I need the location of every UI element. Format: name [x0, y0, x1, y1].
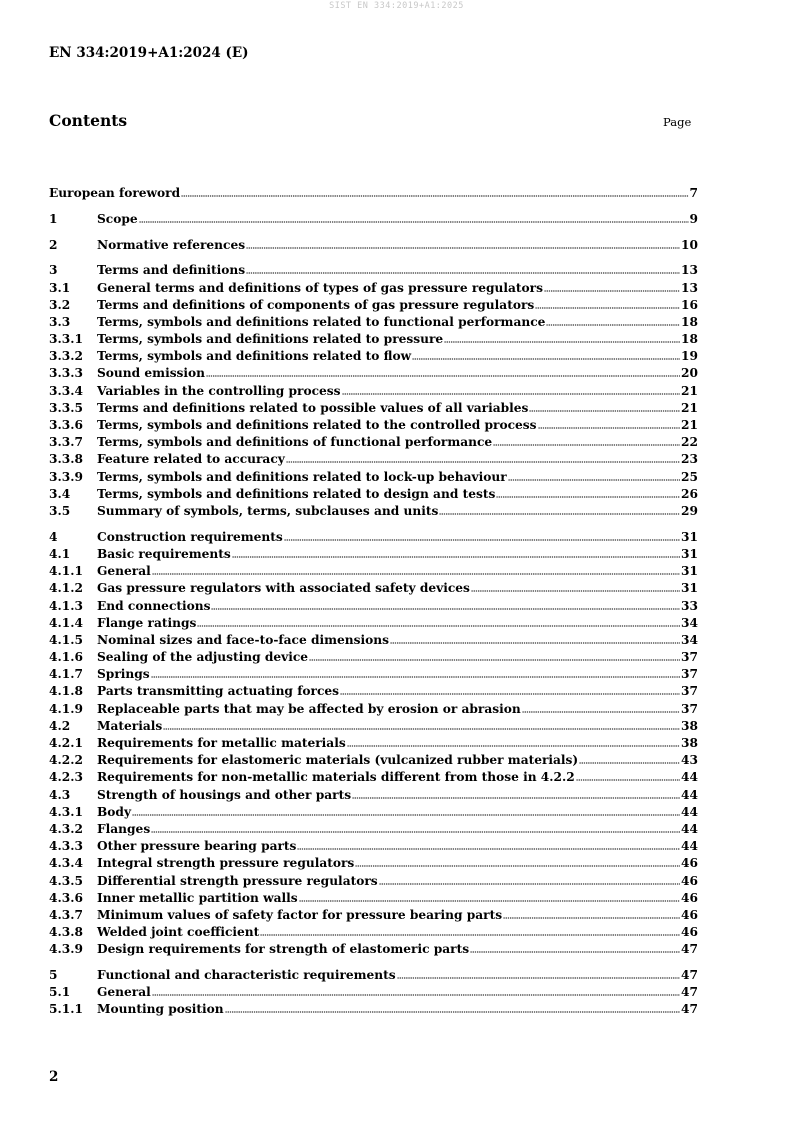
toc-entry[interactable] [49, 856, 698, 873]
toc-entry-title: Body [97, 804, 132, 819]
toc-entry-number: 3.3.1 [49, 332, 83, 347]
toc-entry[interactable] [49, 805, 698, 822]
toc-entry-page: 31 [681, 564, 698, 579]
toc-leader-dots [132, 806, 680, 816]
toc-entry-page: 13 [681, 263, 698, 278]
toc-entry[interactable] [49, 925, 698, 942]
toc-entry-title: Normative references [97, 237, 246, 252]
toc-entry-page: 31 [681, 581, 698, 596]
toc-entry-number: 4.1.3 [49, 598, 83, 613]
toc-entry-page: 37 [681, 684, 698, 699]
toc-entry-title: General terms and definitions of types of gas pressure regulators [97, 280, 543, 295]
toc-entry[interactable] [49, 418, 698, 435]
toc-entry-title: Terms, symbols and definitions related to lock-up behaviour [97, 469, 507, 484]
toc-leader-dots [286, 453, 680, 463]
toc-leader-dots [352, 789, 680, 799]
toc-leader-dots [439, 505, 680, 515]
toc-entry-number: 4.2 [49, 718, 71, 733]
toc-entry-title: General [97, 564, 151, 579]
toc-entry-title: Gas pressure regulators with associated safety devices [97, 581, 470, 596]
toc-entry-page: 46 [681, 890, 698, 905]
toc-entry-page: 47 [681, 1002, 698, 1017]
toc-entry-page: 47 [681, 968, 698, 983]
toc-entry-number: 3.3.7 [49, 435, 83, 450]
toc-entry-title: Functional and characteristic requirements [97, 968, 396, 983]
toc-entry[interactable] [49, 349, 698, 366]
toc-entry[interactable] [49, 1002, 698, 1019]
toc-entry-title: Requirements for metallic materials [97, 736, 346, 750]
toc-entry-number: 4.3.1 [49, 804, 83, 819]
toc-leader-dots [152, 565, 680, 575]
toc-entry-number: 4.3 [49, 787, 71, 802]
toc-leader-dots [496, 488, 680, 498]
toc-leader-dots [225, 1003, 680, 1013]
toc-entry-number: 4.2.1 [49, 736, 83, 750]
toc-leader-dots [163, 720, 680, 730]
toc-leader-dots [197, 617, 680, 627]
toc-entry-page: 29 [681, 503, 698, 518]
watermark: SIST EN 334:2019+A1:2025 [329, 1, 464, 11]
toc-leader-dots [355, 857, 680, 867]
toc-entry-number: 4.1.4 [49, 615, 83, 630]
toc-entry[interactable] [49, 942, 698, 959]
toc-entry-title: Flange ratings [97, 615, 197, 630]
toc-entry[interactable] [49, 581, 698, 598]
toc-entry-title: Nominal sizes and face-to-face dimensions [97, 632, 389, 647]
toc-entry-number: 4.1.6 [49, 650, 83, 665]
toc-entry-page: 37 [681, 667, 698, 682]
toc-entry-number: 4.3.2 [49, 821, 83, 836]
toc-entry-page: 21 [681, 383, 698, 398]
toc-entry[interactable] [49, 650, 698, 667]
toc-entry-number: 4.2.3 [49, 770, 83, 785]
toc-entry-page: 33 [681, 598, 698, 613]
toc-entry[interactable] [49, 281, 698, 298]
toc-entry-title: Welded joint coefficient [97, 925, 260, 940]
toc-entry-title: Variables in the controlling process [97, 383, 341, 398]
toc-entry[interactable] [49, 366, 698, 383]
toc-leader-dots [284, 531, 680, 541]
toc-entry[interactable] [49, 504, 698, 521]
toc-entry[interactable] [49, 470, 698, 487]
toc-leader-dots [232, 548, 680, 558]
toc-leader-dots [246, 239, 680, 249]
toc-entry-title: Materials [97, 718, 163, 733]
toc-entry-title: Differential strength pressure regulators [97, 873, 378, 888]
toc-entry-page: 31 [681, 529, 698, 544]
toc-entry-page: 19 [681, 349, 698, 364]
toc-entry[interactable] [49, 891, 698, 908]
toc-entry-page: 46 [681, 907, 698, 922]
toc-entry-title: Terms, symbols and definitions of functional performance [97, 435, 493, 450]
toc-entry-page: 44 [681, 839, 698, 854]
toc-entry-page: 38 [681, 736, 698, 750]
toc-entry-page: 10 [681, 237, 698, 252]
toc-entry-title: Terms, symbols and definitions related to design and tests [97, 486, 496, 501]
toc-entry-number: 3.5 [49, 503, 71, 518]
toc-entry-title: Minimum values of safety factor for pressure bearing parts [97, 907, 503, 922]
toc-entry-title: Feature related to accuracy [97, 452, 285, 467]
toc-entry-title: Flanges [97, 821, 151, 836]
toc-entry-page: 22 [681, 435, 698, 450]
toc-entry-number: 3.1 [49, 280, 71, 295]
toc-leader-dots [181, 187, 688, 197]
toc-entry[interactable] [49, 298, 698, 315]
toc-entry-title: Scope [97, 211, 138, 226]
toc-leader-dots [299, 892, 680, 902]
toc-entry-page: 18 [681, 314, 698, 329]
toc-entry-page: 23 [681, 452, 698, 467]
toc-entry-number: 4.1 [49, 546, 71, 561]
toc-entry-number: 4.1.1 [49, 564, 83, 579]
toc-entry-title: Parts transmitting actuating forces [97, 684, 340, 699]
toc-entry-page: 38 [681, 718, 698, 733]
toc-entry[interactable] [49, 452, 698, 469]
toc-entry-number: 5 [49, 968, 58, 983]
toc-leader-dots [538, 419, 681, 429]
toc-entry-page: 20 [681, 366, 698, 381]
toc-entry[interactable] [49, 753, 698, 770]
toc-entry-page: 44 [681, 770, 698, 785]
toc-entry[interactable] [49, 401, 698, 418]
toc-entry-title: Replaceable parts that may be affected by erosion or abrasion [97, 701, 521, 716]
toc-entry-page: 34 [681, 632, 698, 647]
toc-leader-dots [379, 875, 680, 885]
toc-entry-title: Sound emission [97, 366, 206, 381]
toc-leader-dots [342, 385, 681, 395]
toc-leader-dots [579, 754, 680, 764]
toc-leader-dots [576, 771, 680, 781]
toc-entry-page: 46 [681, 873, 698, 888]
toc-entry-page: 21 [681, 418, 698, 433]
toc-entry[interactable] [49, 719, 698, 736]
toc-entry-title: Design requirements for strength of elastomeric parts [97, 942, 470, 957]
toc-leader-dots [260, 926, 680, 936]
toc-entry-number: 4.1.5 [49, 632, 83, 647]
toc-entry-page: 9 [689, 211, 698, 226]
toc-leader-dots [522, 703, 680, 713]
toc-entry-title: Other pressure bearing parts [97, 839, 297, 854]
toc-entry[interactable] [49, 684, 698, 701]
toc-leader-dots [347, 737, 680, 747]
toc-entry-number: 4.2.2 [49, 753, 83, 768]
toc-entry-page: 16 [681, 297, 698, 312]
toc-leader-dots [544, 282, 680, 292]
toc-leader-dots [508, 471, 680, 481]
toc-entry-page: 34 [681, 615, 698, 630]
toc-leader-dots [535, 299, 680, 309]
document-id: EN 334:2019+A1:2024 (E) [49, 45, 249, 61]
toc-leader-dots [412, 350, 680, 360]
toc-entry[interactable] [49, 985, 698, 1002]
toc-entry[interactable] [49, 667, 698, 684]
toc-entry-page: 47 [681, 942, 698, 957]
toc-entry-title: End connections [97, 598, 211, 613]
toc-leader-dots [139, 213, 689, 223]
toc-entry-title: Terms, symbols and definitions related to functional performance [97, 314, 546, 329]
toc-entry-number: 3.4 [49, 486, 71, 501]
toc-entry-number: 3.3 [49, 314, 71, 329]
toc-entry[interactable] [49, 908, 698, 925]
toc-entry-number: 4.1.8 [49, 684, 83, 699]
toc-leader-dots [470, 943, 680, 953]
toc-entry-number: 3 [49, 263, 58, 278]
toc-entry-number: 4.3.6 [49, 890, 83, 905]
toc-entry[interactable] [49, 212, 698, 229]
toc-entry[interactable] [49, 263, 698, 280]
toc-leader-dots [297, 840, 680, 850]
toc-entry[interactable] [49, 315, 698, 332]
toc-entry[interactable] [49, 874, 698, 891]
toc-entry-number: 1 [49, 211, 58, 226]
toc-entry-title: General [97, 985, 151, 1000]
toc-entry-page: 46 [681, 925, 698, 940]
toc-entry-number: 3.3.3 [49, 366, 83, 381]
toc-entry-page: 46 [681, 856, 698, 871]
toc-entry-title: Integral strength pressure regulators [97, 856, 355, 871]
toc-entry[interactable] [49, 599, 698, 616]
toc-entry[interactable] [49, 633, 698, 650]
toc-leader-dots [340, 685, 680, 695]
toc-entry-number: 4.3.8 [49, 925, 83, 940]
toc-entry[interactable] [49, 822, 698, 839]
toc-leader-dots [546, 316, 680, 326]
toc-entry-title: Terms, symbols and definitions related to pressure [97, 332, 444, 347]
page-number: 2 [49, 1069, 59, 1085]
toc-leader-dots [152, 986, 680, 996]
toc-entry[interactable] [49, 384, 698, 401]
toc-entry-number: 4.1.9 [49, 701, 83, 716]
toc-leader-dots [211, 600, 680, 610]
toc-entry[interactable] [49, 839, 698, 856]
toc-entry[interactable] [49, 736, 698, 753]
toc-entry[interactable] [49, 968, 698, 985]
toc-entry[interactable] [49, 564, 698, 581]
toc-entry-title: Terms, symbols and definitions related to the controlled process [97, 418, 537, 433]
page-column-label: Page [663, 115, 692, 129]
toc-leader-dots [529, 402, 680, 412]
toc-entry-page: 13 [681, 280, 698, 295]
toc-entry-number: 5.1.1 [49, 1002, 83, 1017]
toc-entry-number: 3.3.2 [49, 349, 83, 364]
toc-entry[interactable] [49, 616, 698, 633]
toc-entry[interactable] [49, 547, 698, 564]
toc-entry-page: 25 [681, 469, 698, 484]
toc-entry-title: European foreword [49, 186, 181, 200]
toc-entry-title: Terms and definitions [97, 263, 246, 278]
toc-entry[interactable] [49, 435, 698, 452]
toc-entry-number: 4.3.4 [49, 856, 83, 871]
toc-entry-page: 47 [681, 985, 698, 1000]
toc-entry-page: 44 [681, 787, 698, 802]
toc-entry[interactable] [49, 530, 698, 547]
toc-entry-page: 7 [689, 186, 698, 200]
toc-entry-number: 3.3.5 [49, 400, 83, 415]
toc-entry-number: 2 [49, 237, 58, 252]
toc-leader-dots [390, 634, 680, 644]
toc-entry-title: Summary of symbols, terms, subclauses and units [97, 503, 439, 518]
toc-entry-number: 5.1 [49, 985, 71, 1000]
toc-entry-page: 44 [681, 821, 698, 836]
toc-entry-title: Basic requirements [97, 546, 231, 561]
toc-entry[interactable] [49, 332, 698, 349]
toc-entry[interactable] [49, 702, 698, 719]
toc-entry-title: Springs [97, 667, 150, 682]
toc-entry-number: 3.3.9 [49, 469, 83, 484]
toc-entry-number: 4.3.5 [49, 873, 83, 888]
toc-entry-title: Construction requirements [97, 529, 283, 544]
toc-entry-number: 4.3.7 [49, 907, 83, 922]
toc-entry-title: Sealing of the adjusting device [97, 650, 309, 665]
toc-entry[interactable] [49, 487, 698, 504]
toc-entry-title: Mounting position [97, 1002, 224, 1017]
toc-entry-page: 37 [681, 650, 698, 665]
toc-entry-page: 37 [681, 701, 698, 716]
toc-entry-number: 4 [49, 529, 58, 544]
toc-entry-title: Terms and definitions of components of gas pressure regulators [97, 297, 535, 312]
toc-entry-title: Inner metallic partition walls [97, 890, 298, 905]
toc-entry[interactable] [49, 186, 698, 203]
toc-leader-dots [206, 367, 680, 377]
toc-leader-dots [471, 582, 680, 592]
toc-entry[interactable] [49, 788, 698, 805]
toc-leader-dots [493, 436, 680, 446]
toc-entry-number: 4.3.9 [49, 942, 83, 957]
toc-leader-dots [246, 264, 680, 274]
toc-entry-number: 4.1.7 [49, 667, 83, 682]
contents-title: Contents [49, 111, 128, 130]
toc-entry-title: Requirements for non-metallic materials different from those in 4.2.2 [97, 770, 575, 785]
toc-leader-dots [309, 651, 680, 661]
toc-entry-page: 31 [681, 546, 698, 561]
toc-entry-page: 21 [681, 400, 698, 415]
toc-entry-number: 3.3.8 [49, 452, 83, 467]
toc-entry-title: Requirements for elastomeric materials (vulcanized rubber materials) [97, 753, 579, 768]
toc-entry[interactable] [49, 770, 698, 787]
toc-entry-page: 43 [681, 753, 698, 768]
table-of-contents [49, 186, 698, 1020]
toc-entry-number: 3.2 [49, 297, 71, 312]
toc-entry-number: 3.3.6 [49, 418, 83, 433]
toc-entry-number: 4.1.2 [49, 581, 83, 596]
toc-leader-dots [151, 823, 680, 833]
toc-entry-title: Strength of housings and other parts [97, 787, 352, 802]
toc-leader-dots [503, 909, 680, 919]
toc-leader-dots [444, 333, 680, 343]
toc-entry[interactable] [49, 238, 698, 255]
toc-entry-number: 4.3.3 [49, 839, 83, 854]
toc-entry-page: 44 [681, 804, 698, 819]
toc-entry-page: 18 [681, 332, 698, 347]
toc-leader-dots [151, 668, 680, 678]
toc-entry-title: Terms and definitions related to possible values of all variables [97, 400, 529, 415]
toc-entry-title: Terms, symbols and definitions related to flow [97, 349, 412, 364]
toc-leader-dots [397, 969, 680, 979]
toc-entry-number: 3.3.4 [49, 383, 83, 398]
toc-entry-page: 26 [681, 486, 698, 501]
